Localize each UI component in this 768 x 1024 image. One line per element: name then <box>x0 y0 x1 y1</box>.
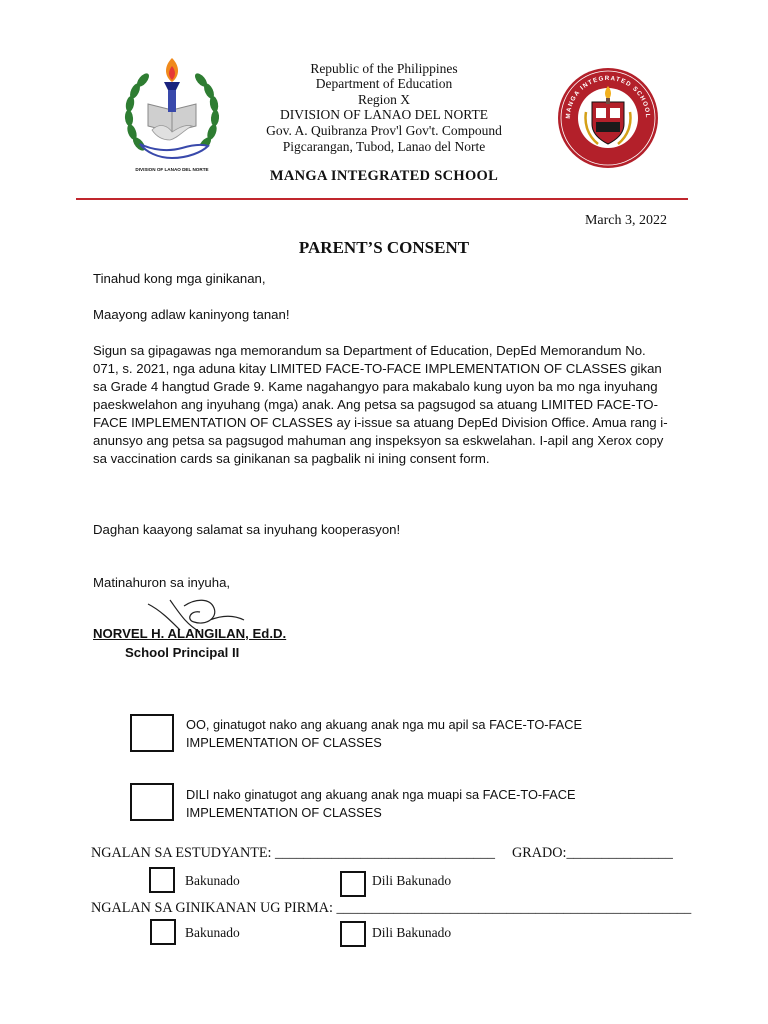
thank-you-line: Daghan kaayong salamat sa inyuhang kooperasyon! <box>93 522 401 537</box>
greeting: Maayong adlaw kaninyong tanan! <box>93 307 290 322</box>
header-compound: Gov. A. Quibranza Prov'l Gov't. Compound <box>266 123 502 138</box>
grade-label: GRADO: <box>512 845 567 861</box>
letter-body: Sigun sa gipagawas nga memorandum sa Department of Education, DepEd Memorandum No. 071, s. 2021, nga aduna kitay LIMITED FACE-TO-FACE IMPLEMENTATION OF CLASSES gikan sa Grade 4 hangtud Grade 9. Kame nagahangyo para makabalo kung uyon ba mo nga inyuhang paeskwelahon ang inyuhang (mga) anak. Ang petsa sa pagsugod sa atuang LIMITED FACE-TO-FACE IMPLEMENTATION OF CLASSES ay i-issue sa atuang DepEd Division Office. Amua rang i-anunsyo ang petsa sa pagsugod mahuman ang inspeksyon sa eskwelahan. I-apil ang Xerox copy sa vaccination cards sa ginikanan sa pagbalik ni ining consent form. <box>93 343 668 466</box>
header-region: Region X <box>357 92 411 107</box>
letter-date: March 3, 2022 <box>584 213 667 228</box>
consent-yes-label: OO, ginatugot nako ang akuang anak nga mu apil sa FACE-TO-FACE IMPLEMENTATION OF CLASSES <box>186 717 582 750</box>
header-divider <box>76 198 688 200</box>
student-vaccinated-label: Bakunado <box>185 873 240 888</box>
parent-not-vaccinated-checkbox[interactable] <box>340 921 366 947</box>
principal-name: NORVEL H. ALANGILAN, Ed.D. <box>93 626 287 641</box>
student-name-label: NGALAN SA ESTUDYANTE: <box>91 845 272 861</box>
parent-vaccinated-label: Bakunado <box>185 925 240 940</box>
parent-name-label: NGALAN SA GINIKANAN UG PIRMA: <box>91 900 333 916</box>
consent-no-label: DILI nako ginatugot ang akuang anak nga muapi sa FACE-TO-FACE IMPLEMENTATION OF CLASSES <box>186 787 576 820</box>
principal-title: School Principal II <box>125 645 240 660</box>
parent-vaccinated-checkbox[interactable] <box>150 919 176 945</box>
parent-not-vaccinated-label: Dili Bakunado <box>372 925 452 940</box>
consent-yes-checkbox[interactable] <box>130 714 174 752</box>
seal-caption: MANGA INTEGRATED SCHOOL <box>564 74 652 119</box>
header-republic: Republic of the Philippines <box>310 61 458 76</box>
parent-name-field[interactable] <box>91 900 691 917</box>
letter-title: PARENT’S CONSENT <box>298 238 470 257</box>
salutation: Tinahud kong mga ginikanan, <box>93 271 266 286</box>
header-address: Pigcarangan, Tubod, Lanao del Norte <box>282 139 486 154</box>
consent-no-checkbox[interactable] <box>130 783 174 821</box>
division-logo-caption: DIVISION OF LANAO DEL NORTE <box>135 167 209 172</box>
grade-blank[interactable]: _______________ <box>566 845 673 861</box>
header-division: DIVISION OF LANAO DEL NORTE <box>280 107 488 122</box>
student-name-blank[interactable]: _______________________________ <box>275 845 495 861</box>
student-not-vaccinated-label: Dili Bakunado <box>372 873 452 888</box>
header-department: Department of Education <box>315 76 453 91</box>
student-not-vaccinated-checkbox[interactable] <box>340 871 366 897</box>
student-name-field[interactable] <box>91 845 673 862</box>
school-name: MANGA INTEGRATED SCHOOL <box>269 168 499 184</box>
school-seal <box>556 66 660 170</box>
parent-name-blank[interactable]: __________________________________________________ <box>336 900 692 916</box>
student-vaccinated-checkbox[interactable] <box>149 867 175 893</box>
closing: Matinahuron sa inyuha, <box>93 575 231 590</box>
